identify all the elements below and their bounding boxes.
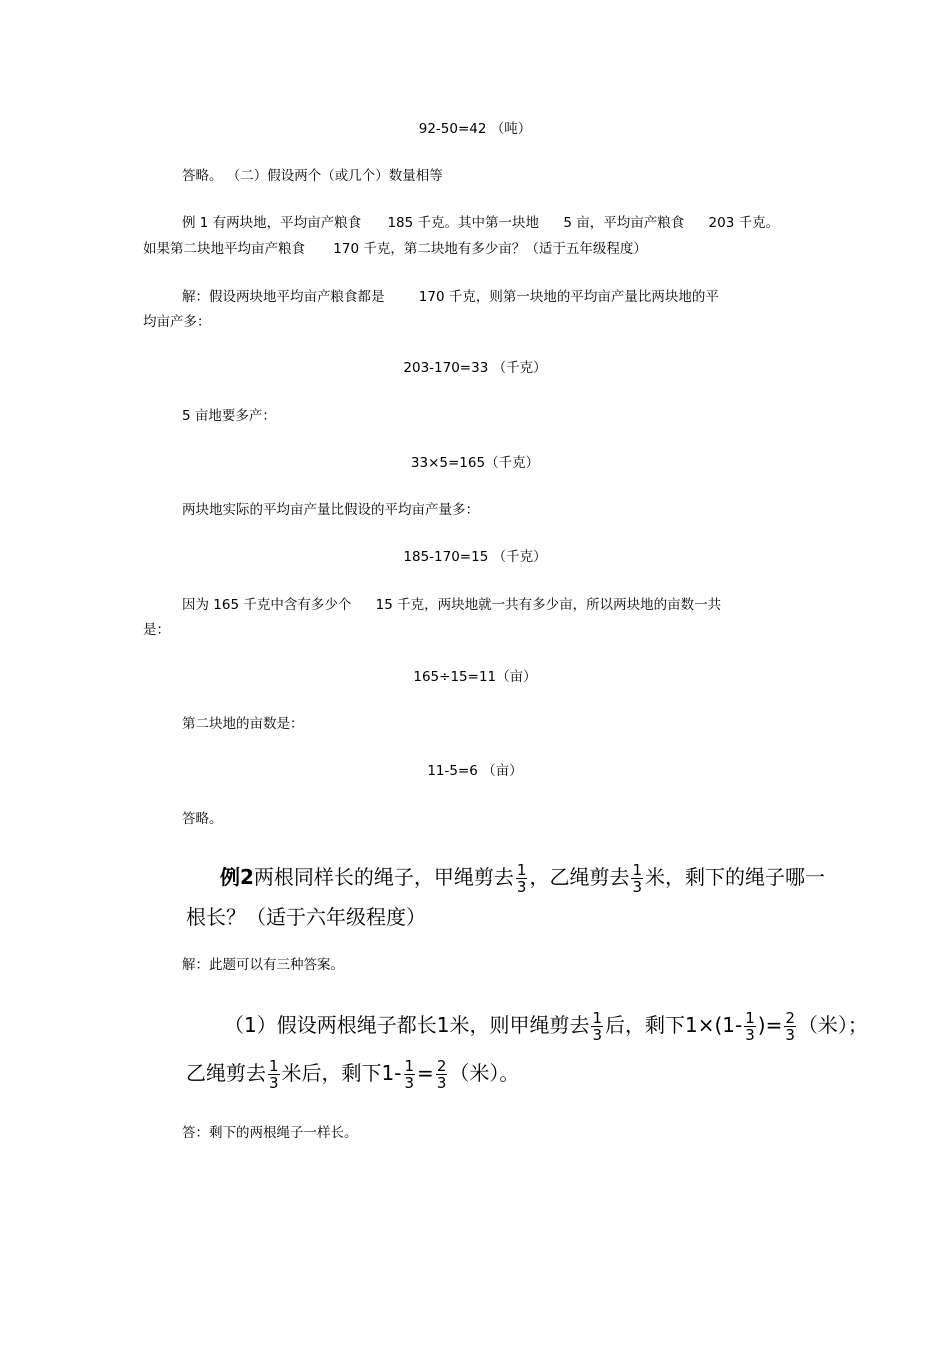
example2-label: 例2 <box>220 865 254 889</box>
equation-33x5: 33×5=165（千克） <box>410 455 540 471</box>
text-actual-vs-assumed: 两块地实际的平均亩产量比假设的平均亩产量多： <box>182 502 479 518</box>
equation-92-50: 92-50=42 （吨） <box>418 121 532 137</box>
case1-text5: 乙绳剪去 <box>186 1061 266 1085</box>
solution1-line1-part1: 解：假设两块地平均亩产粮食都是 <box>182 289 385 305</box>
solution1-line1-part2: 170 千克，则第一块地的平均亩产量比两块地的平 <box>418 289 719 305</box>
example1-line1-part3: 5 亩，平均亩产粮食 <box>563 215 685 231</box>
answer-and-section-heading: 答略。 （二）假设两个（或几个）数量相等 <box>182 168 443 184</box>
example2-text2: ，乙绳剪去 <box>529 865 630 889</box>
example1-line1-part1: 例 1 有两块地，平均亩产粮食 <box>182 215 362 231</box>
case1-text6: 米后，剩下1- <box>281 1061 402 1085</box>
example2-text3: 米，剩下的绳子哪一 <box>645 865 826 889</box>
solution1-line2: 均亩产多： <box>143 314 211 330</box>
fraction-one-third: $\frac{1}{3}$ <box>269 1057 279 1092</box>
case1-text7: = <box>417 1061 434 1085</box>
example1-line2-part2: 170 千克，第二块地有多少亩？（适于五年级程度） <box>333 241 647 257</box>
final-answer: 答：剩下的两根绳子一样长。 <box>182 1125 358 1141</box>
text-second-field: 第二块地的亩数是： <box>182 716 304 732</box>
example2-line2: 根长？（适于六年级程度） <box>186 905 426 929</box>
text-because-line2: 是： <box>143 622 170 638</box>
fraction-two-thirds: $\frac{2}{3}$ <box>436 1057 447 1092</box>
equation-165div15: 165÷15=11（亩） <box>413 669 537 685</box>
case1-text4: （米）； <box>797 1013 868 1037</box>
equation-11-5: 11-5=6 （亩） <box>427 763 523 779</box>
example1-line2 <box>143 240 647 258</box>
fraction-two-thirds: $\frac{2}{3}$ <box>785 1009 795 1044</box>
text-because-part2: 15 千克，两块地就一共有多少亩，所以两块地的亩数一共 <box>375 597 722 613</box>
case1-text3: )= <box>757 1013 783 1037</box>
solution2-intro: 解：此题可以有三种答案。 <box>182 957 344 973</box>
fraction-one-third: $\frac{1}{3}$ <box>404 1057 415 1092</box>
fraction-one-third: $\frac{1}{3}$ <box>632 861 643 896</box>
equation-203-170: 203-170=33 （千克） <box>403 360 547 376</box>
example2-text1: 两根同样长的绳子，甲绳剪去 <box>253 865 514 889</box>
fraction-one-third: $\frac{1}{3}$ <box>745 1009 755 1044</box>
case1-text8: （米）。 <box>449 1061 520 1085</box>
equation-185-170: 185-170=15 （千克） <box>403 549 547 565</box>
text-because-part1: 因为 165 千克中含有多少个 <box>182 597 352 613</box>
example1-line1 <box>182 214 779 232</box>
answer-omitted: 答略。 <box>182 811 223 827</box>
case1-line2 <box>186 1058 519 1091</box>
text-because-line1 <box>182 596 721 614</box>
case1-text1: （1）假设两根绳子都长1米，则甲绳剪去 <box>224 1013 590 1037</box>
example1-line1-part2: 185 千克。其中第一块地 <box>387 215 540 231</box>
solution1-line1 <box>182 288 719 306</box>
example1-line1-part4: 203 千克。 <box>708 215 780 231</box>
fraction-one-third: $\frac{1}{3}$ <box>592 1009 602 1044</box>
case1-line1 <box>224 1010 868 1043</box>
example2-line1 <box>220 862 825 895</box>
text-5-mu-extra: 5 亩地要多产： <box>182 408 276 424</box>
example1-line2-part1: 如果第二块地平均亩产粮食 <box>143 241 305 257</box>
fraction-one-third: $\frac{1}{3}$ <box>516 861 527 896</box>
case1-text2: 后，剩下1×(1- <box>605 1013 743 1037</box>
